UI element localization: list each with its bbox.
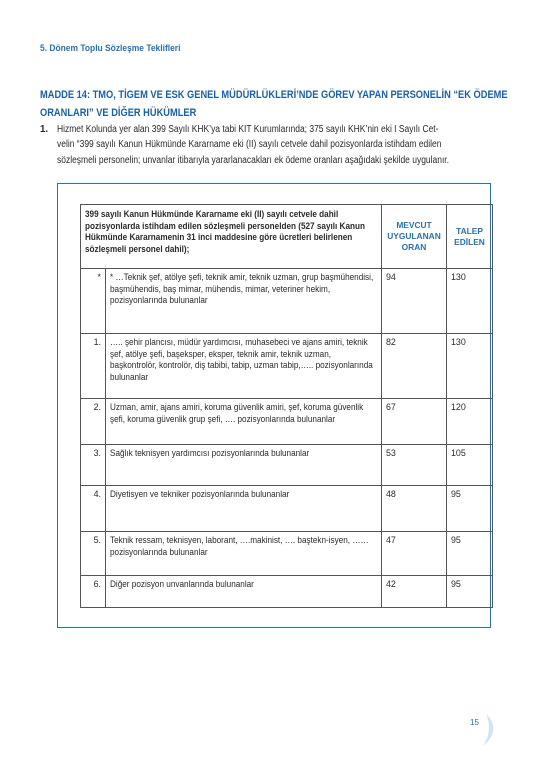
row-description: Diğer pozisyon unvanlarında bulunanlar bbox=[106, 576, 382, 608]
row-requested-rate: 95 bbox=[447, 576, 493, 608]
clause-number: 1. bbox=[40, 124, 49, 135]
clause-text-line-1: Hizmet Kolunda yer alan 399 Sayılı KHK’ya tabi KİT Kurumlarında; 375 sayılı KHK’nin eki I Sayılı Cet- bbox=[57, 124, 439, 135]
row-current-rate: 48 bbox=[382, 486, 447, 532]
row-requested-rate: 130 bbox=[447, 269, 493, 334]
row-number: 2. bbox=[81, 399, 106, 445]
article-title-line-1: MADDE 14: TMO, TİGEM VE ESK GENEL MÜDÜRLÜKLERİ’NDE GÖREV YAPAN PERSONELİN “EK ÖDEME bbox=[40, 89, 508, 101]
row-current-rate: 53 bbox=[382, 445, 447, 486]
row-current-rate: 42 bbox=[382, 576, 447, 608]
row-description: * …Teknik şef, atölye şefi, teknik amir, teknik uzman, grup başmühendisi, başmühendis, baş mimar, mühendis, mimar, veteriner hekim, pozisyonlarında bulunanlar bbox=[106, 269, 382, 334]
table-row bbox=[81, 576, 493, 608]
row-number: * bbox=[81, 269, 106, 334]
table-row bbox=[81, 486, 493, 532]
row-requested-rate: 105 bbox=[447, 445, 493, 486]
ek-odeme-table bbox=[80, 204, 493, 608]
table-header-request: TALEP EDİLEN bbox=[447, 205, 493, 269]
row-requested-rate: 95 bbox=[447, 532, 493, 576]
page-number: 15 bbox=[470, 718, 479, 727]
row-requested-rate: 120 bbox=[447, 399, 493, 445]
table-header-current: MEVCUT UYGULANAN ORAN bbox=[382, 205, 447, 269]
row-current-rate: 94 bbox=[382, 269, 447, 334]
row-description: Diyetisyen ve tekniker pozisyonlarında bulunanlar bbox=[106, 486, 382, 532]
row-requested-rate: 130 bbox=[447, 334, 493, 399]
clause-text-line-3: sözleşmeli personelin; unvanlar itibarıyla yararlanacakları ek ödeme oranları aşağıdaki şekilde uygulanır. bbox=[57, 154, 450, 166]
row-number: 3. bbox=[81, 445, 106, 486]
article-title-line-2: ORANLARI” VE DİĞER HÜKÜMLER bbox=[40, 106, 197, 119]
table-header-main: 399 sayılı Kanun Hükmünde Kararname eki (II) sayılı cetvele dahil pozisyonlarda istihdam edilen sözleşmeli personelden (527 sayılı Kanun Hükmünde Kararnamenin 31 inci maddesine göre ücretleri belirlenen sözleşmeli personel dahil); bbox=[81, 205, 382, 269]
row-current-rate: 47 bbox=[382, 532, 447, 576]
row-number: 1. bbox=[81, 334, 106, 399]
table-row bbox=[81, 445, 493, 486]
row-description: Uzman, amir, ajans amiri, koruma güvenlik amiri, şef, koruma güvenlik şefi, koruma güvenlik grup şefi, …. pozisyonlarında bulunanlar bbox=[106, 399, 382, 445]
table-header-row bbox=[81, 205, 493, 269]
row-number: 4. bbox=[81, 486, 106, 532]
article-title bbox=[40, 87, 508, 122]
clause-text-line-2: velin “399 sayılı Kanun Hükmünde Kararname eki (II) sayılı cetvele dahil pozisyonlarda istihdam edilen bbox=[57, 139, 442, 151]
row-requested-rate: 95 bbox=[447, 486, 493, 532]
clause-text bbox=[57, 122, 526, 168]
row-number: 5. bbox=[81, 532, 106, 576]
row-description: Teknik ressam, teknisyen, laborant, ….makinist, …. baştekn-isyen, …… pozisyonlarında bulunanlar bbox=[106, 532, 382, 576]
table-row bbox=[81, 399, 493, 445]
table-row bbox=[81, 334, 493, 399]
row-current-rate: 82 bbox=[382, 334, 447, 399]
row-description: ….. şehir plancısı, müdür yardımcısı, muhasebeci ve ajans amiri, teknik şef, atölye şefi, başeksper, eksper, teknik amir, teknik uzman, başkontrolör, kontrolör, diş tabibi, tabip, uzman tabip,….. pozisyonlarında bulunanlar bbox=[106, 334, 382, 399]
running-header: 5. Dönem Toplu Sözleşme Teklifleri bbox=[40, 43, 181, 54]
row-current-rate: 67 bbox=[382, 399, 447, 445]
row-number: 6. bbox=[81, 576, 106, 608]
table-row bbox=[81, 532, 493, 576]
row-description: Sağlık teknisyen yardımcısı pozisyonlarında bulunanlar bbox=[106, 445, 382, 486]
table-row bbox=[81, 269, 493, 334]
